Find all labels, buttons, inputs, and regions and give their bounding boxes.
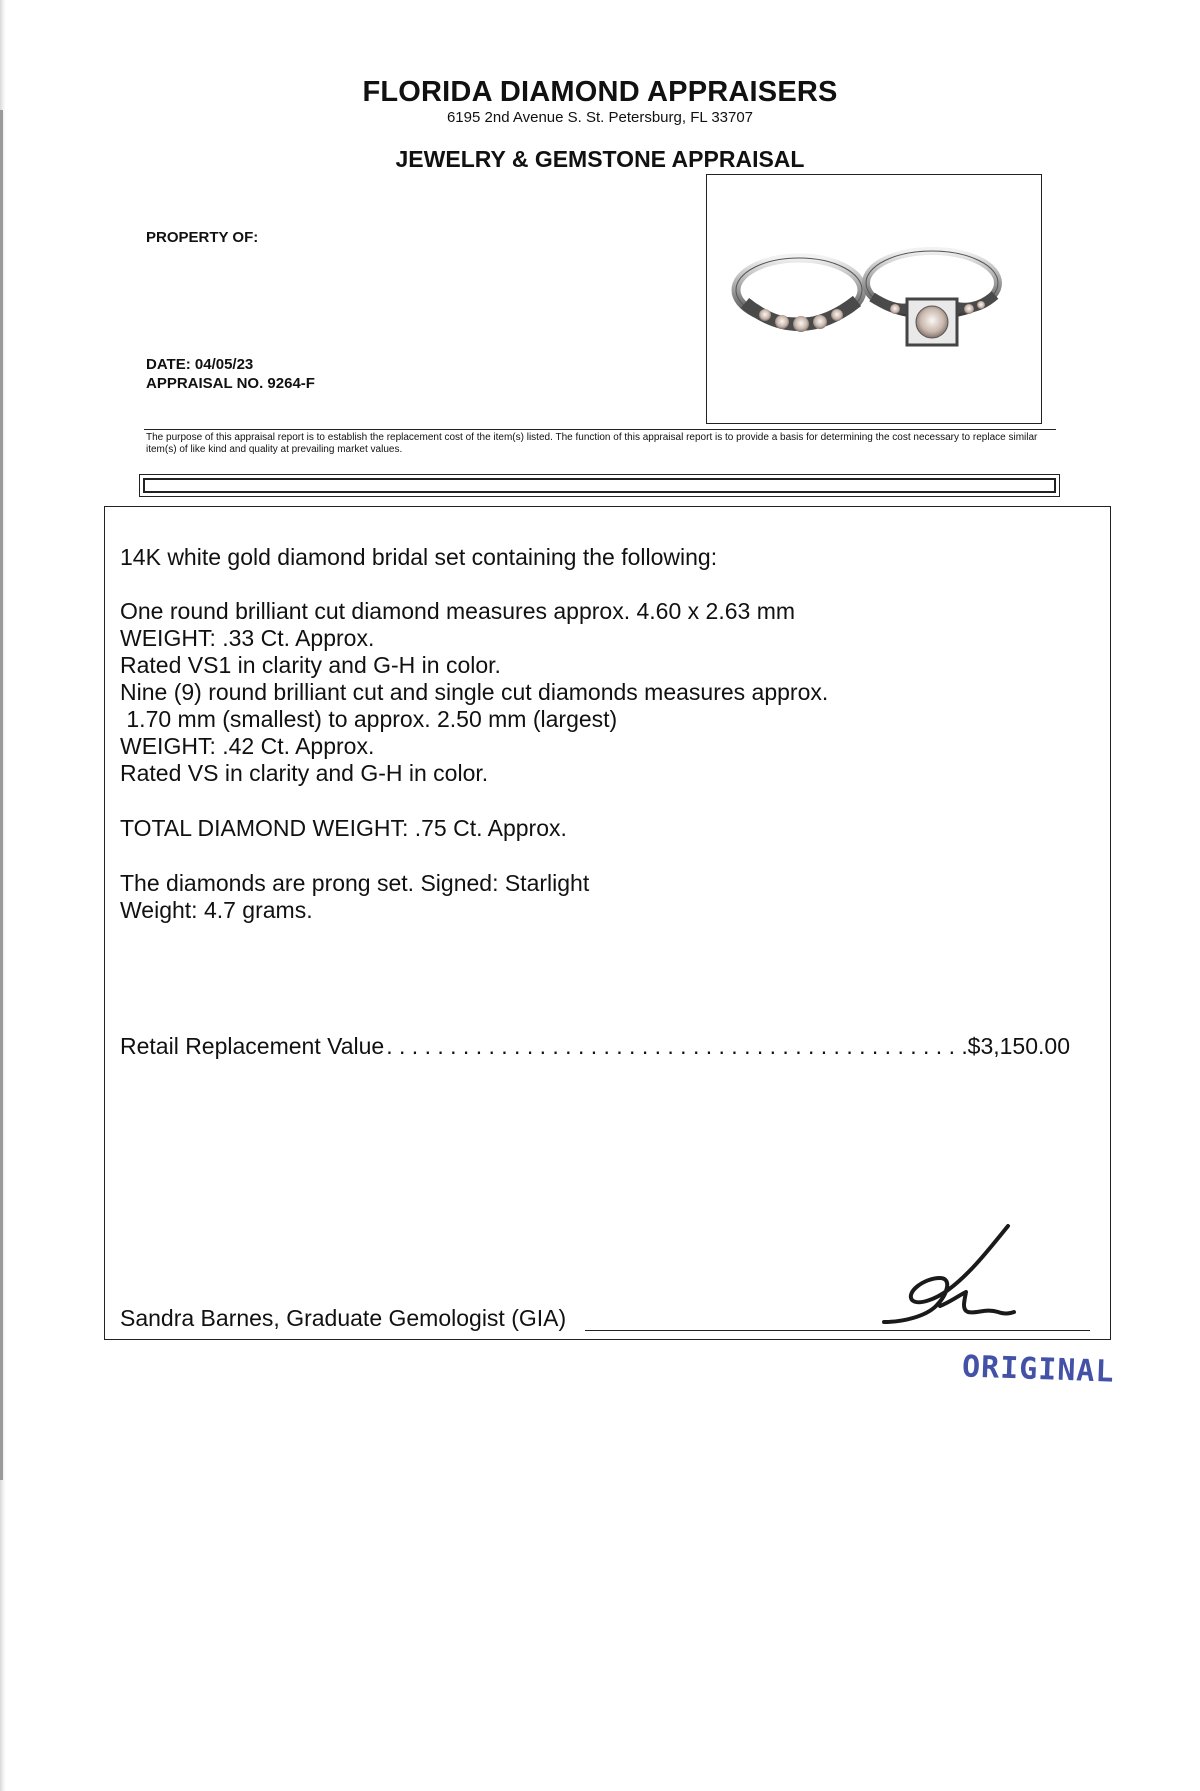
item-intro: 14K white gold diamond bridal set containing the following: bbox=[120, 544, 718, 570]
handwritten-signature bbox=[878, 1222, 1028, 1332]
date-value: 04/05/23 bbox=[194, 356, 254, 373]
page-edge-line bbox=[0, 110, 3, 1480]
description-line: Rated VS in clarity and G-H in color. bbox=[120, 760, 489, 786]
company-address: 6195 2nd Avenue S. St. Petersburg, FL 33707 bbox=[446, 109, 754, 126]
date-line bbox=[146, 356, 253, 373]
gemologist-signature-label: Sandra Barnes, Graduate Gemologist (GIA) bbox=[120, 1305, 567, 1331]
total-diamond-weight: TOTAL DIAMOND WEIGHT: .75 Ct. Approx. bbox=[120, 815, 567, 841]
description-line: Nine (9) round brilliant cut and single cut diamonds measures approx. bbox=[120, 679, 829, 705]
description-line: One round brilliant cut diamond measures approx. 4.60 x 2.63 mm bbox=[120, 598, 796, 624]
purpose-statement: The purpose of this appraisal report is to establish the replacement cost of the item(s) listed. The function of this appraisal report is to provide a basis for determining the cost necessary to replace similar item(s) of like kind and quality at prevailing market values. bbox=[146, 432, 1038, 455]
decorative-double-bar bbox=[139, 474, 1060, 497]
leader-dots bbox=[384, 1033, 967, 1060]
description-line: WEIGHT: .33 Ct. Approx. bbox=[120, 625, 375, 651]
retail-value-label: Retail Replacement Value bbox=[120, 1033, 385, 1059]
setting-description: The diamonds are prong set. Signed: Starlight bbox=[120, 870, 590, 896]
document-title: JEWELRY & GEMSTONE APPRAISAL bbox=[395, 146, 805, 172]
ring-photo-box bbox=[706, 174, 1042, 424]
company-name: FLORIDA DIAMOND APPRAISERS bbox=[362, 76, 838, 108]
retail-value-amount: $3,150.00 bbox=[967, 1033, 1070, 1059]
appraisal-number-line bbox=[146, 375, 315, 392]
retail-value-row bbox=[120, 1033, 1070, 1060]
ring-photo bbox=[707, 175, 1040, 422]
description-line: 1.70 mm (smallest) to approx. 2.50 mm (largest) bbox=[120, 706, 618, 732]
property-of-label: PROPERTY OF: bbox=[146, 229, 259, 246]
appraisal-number-value: 9264-F bbox=[267, 375, 315, 392]
description-line: Rated VS1 in clarity and G-H in color. bbox=[120, 652, 501, 678]
metal-weight: Weight: 4.7 grams. bbox=[120, 897, 313, 923]
description-line: WEIGHT: .42 Ct. Approx. bbox=[120, 733, 375, 759]
purpose-divider bbox=[144, 429, 1056, 430]
original-stamp: ORIGINAL bbox=[961, 1349, 1116, 1390]
date-label: DATE: bbox=[146, 356, 191, 373]
appraisal-number-label: APPRAISAL NO. bbox=[146, 375, 264, 392]
